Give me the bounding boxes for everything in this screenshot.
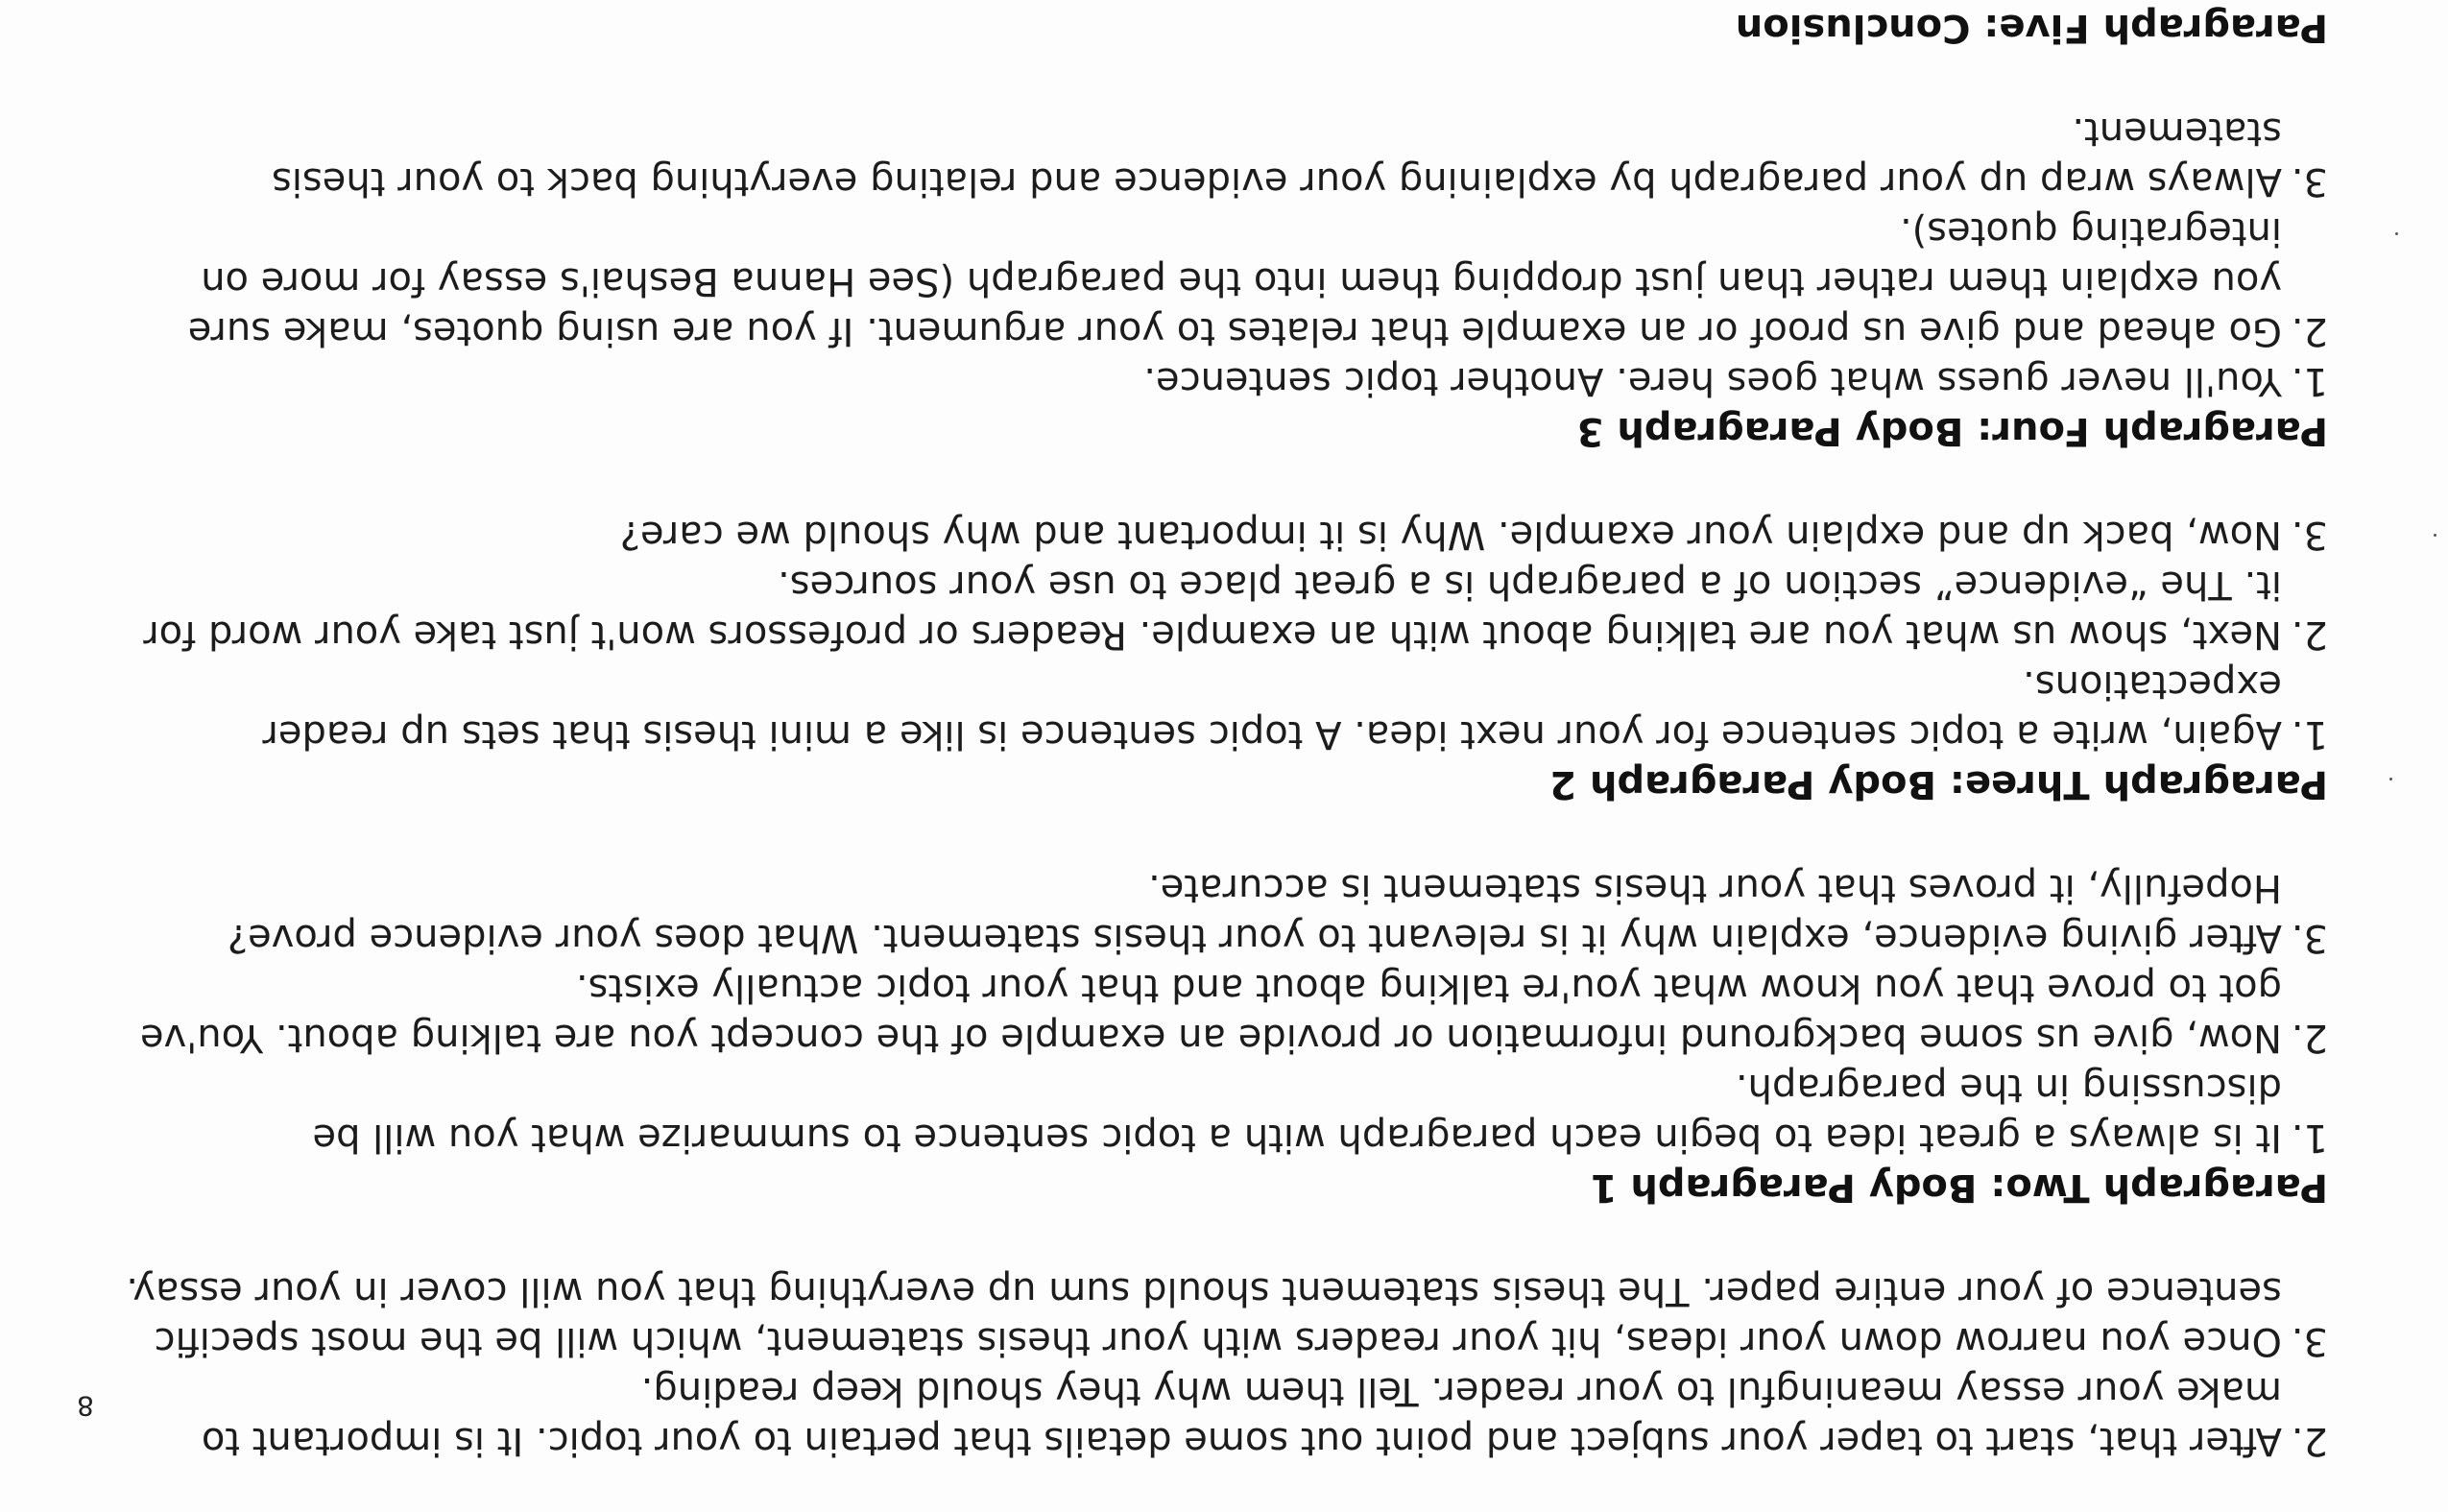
item-number: 3. — [2291, 159, 2328, 204]
section-body-paragraph-1 — [120, 863, 2328, 1212]
list-item — [120, 1266, 2328, 1366]
list-item — [120, 0, 2328, 3]
list-item — [120, 963, 2328, 1063]
item-text: Now, back up and explain your example. Why is it important and why should we care? — [619, 513, 2282, 557]
section-conclusion — [120, 0, 2328, 53]
page-content — [120, 0, 2328, 1466]
list-item — [120, 560, 2328, 660]
section-body-paragraph-3 — [120, 107, 2328, 456]
item-text: Again, write a topic sentence for your next idea. A topic sentence is like a mini thesis that sets up reader expectations. — [262, 662, 2282, 756]
item-text: After giving evidence, explain why it is relevant to your thesis statement. What does your evidence prove? Hopefully, it proves that your thesis statement is accurate. — [227, 866, 2282, 960]
item-number — [2292, 0, 2328, 3]
section-body-paragraph-2 — [120, 510, 2328, 809]
list-item — [120, 863, 2328, 963]
list-item — [120, 206, 2328, 356]
item-number: 3. — [2291, 513, 2328, 557]
section-list — [120, 863, 2328, 1163]
item-number: 2. — [2291, 612, 2328, 657]
section-list — [120, 0, 2328, 3]
intro-list — [120, 1266, 2328, 1466]
item-number: 1. — [2291, 1116, 2328, 1160]
item-number: 1. — [2291, 712, 2328, 756]
item-number: 2. — [2291, 309, 2328, 353]
list-item — [120, 660, 2328, 759]
list-item — [120, 107, 2328, 206]
item-text: Always wrap up your paragraph by explaining your evidence and relating everything back to your thesis statement. — [272, 109, 2282, 204]
list-item — [120, 356, 2328, 406]
item-text: It is always a great idea to begin each paragraph with a topic sentence to summarize what you will be discussing in the paragraph. — [312, 1066, 2282, 1160]
item-text: You'll never guess what goes here. Another topic sentence. — [1143, 359, 2282, 403]
item-number: 2. — [2291, 1419, 2328, 1463]
item-number: 3. — [2291, 1319, 2328, 1363]
item-number: 1. — [2291, 359, 2328, 403]
item-text: Go ahead and give us proof or an example that relates to your argument. If you are using quotes, make sure you explain them rather than just dropping them into the paragraph (See Hanna Beshai's essay for more on integrating quotes). — [187, 209, 2282, 353]
list-item — [120, 510, 2328, 560]
scan-speck — [2434, 534, 2436, 537]
scan-speck — [2389, 778, 2392, 780]
item-text: Once you narrow down your ideas, hit your readers with your thesis statement, which will be the most specific sentence of your entire paper. The thesis statement should sum up everything that you will cover in your essay. — [126, 1269, 2282, 1363]
section-list — [120, 107, 2328, 406]
section-heading: Paragraph Three: Body Paragraph 2 — [1549, 762, 2328, 806]
item-text: Next, show us what you are talking about with an example. Readers or professors won't just take your word for it. The “evidence” section of a paragraph is a great place to use your sources. — [143, 563, 2282, 657]
section-list — [120, 510, 2328, 759]
item-text: After that, start to taper your subject and point out some details that pertain to your topic. It is important to make your essay meaningful to your reader. Tell them why they should keep reading. — [201, 1369, 2282, 1463]
page-number: 8 — [77, 1390, 94, 1422]
section-heading: Paragraph Two: Body Paragraph 1 — [1590, 1165, 2328, 1210]
item-number: 2. — [2291, 1016, 2328, 1060]
list-item — [120, 1063, 2328, 1163]
list-item — [120, 1366, 2328, 1466]
section-heading: Paragraph Five: Conclusion — [1735, 6, 2328, 50]
item-number: 3. — [2291, 916, 2328, 960]
item-text: Now, give us some background information or provide an example of the concept you are talking about. You've got to prove that you know what you're talking about and that your topic actually exists. — [140, 966, 2282, 1060]
section-heading: Paragraph Four: Body Paragraph 3 — [1576, 409, 2328, 453]
scan-speck — [2395, 232, 2398, 235]
